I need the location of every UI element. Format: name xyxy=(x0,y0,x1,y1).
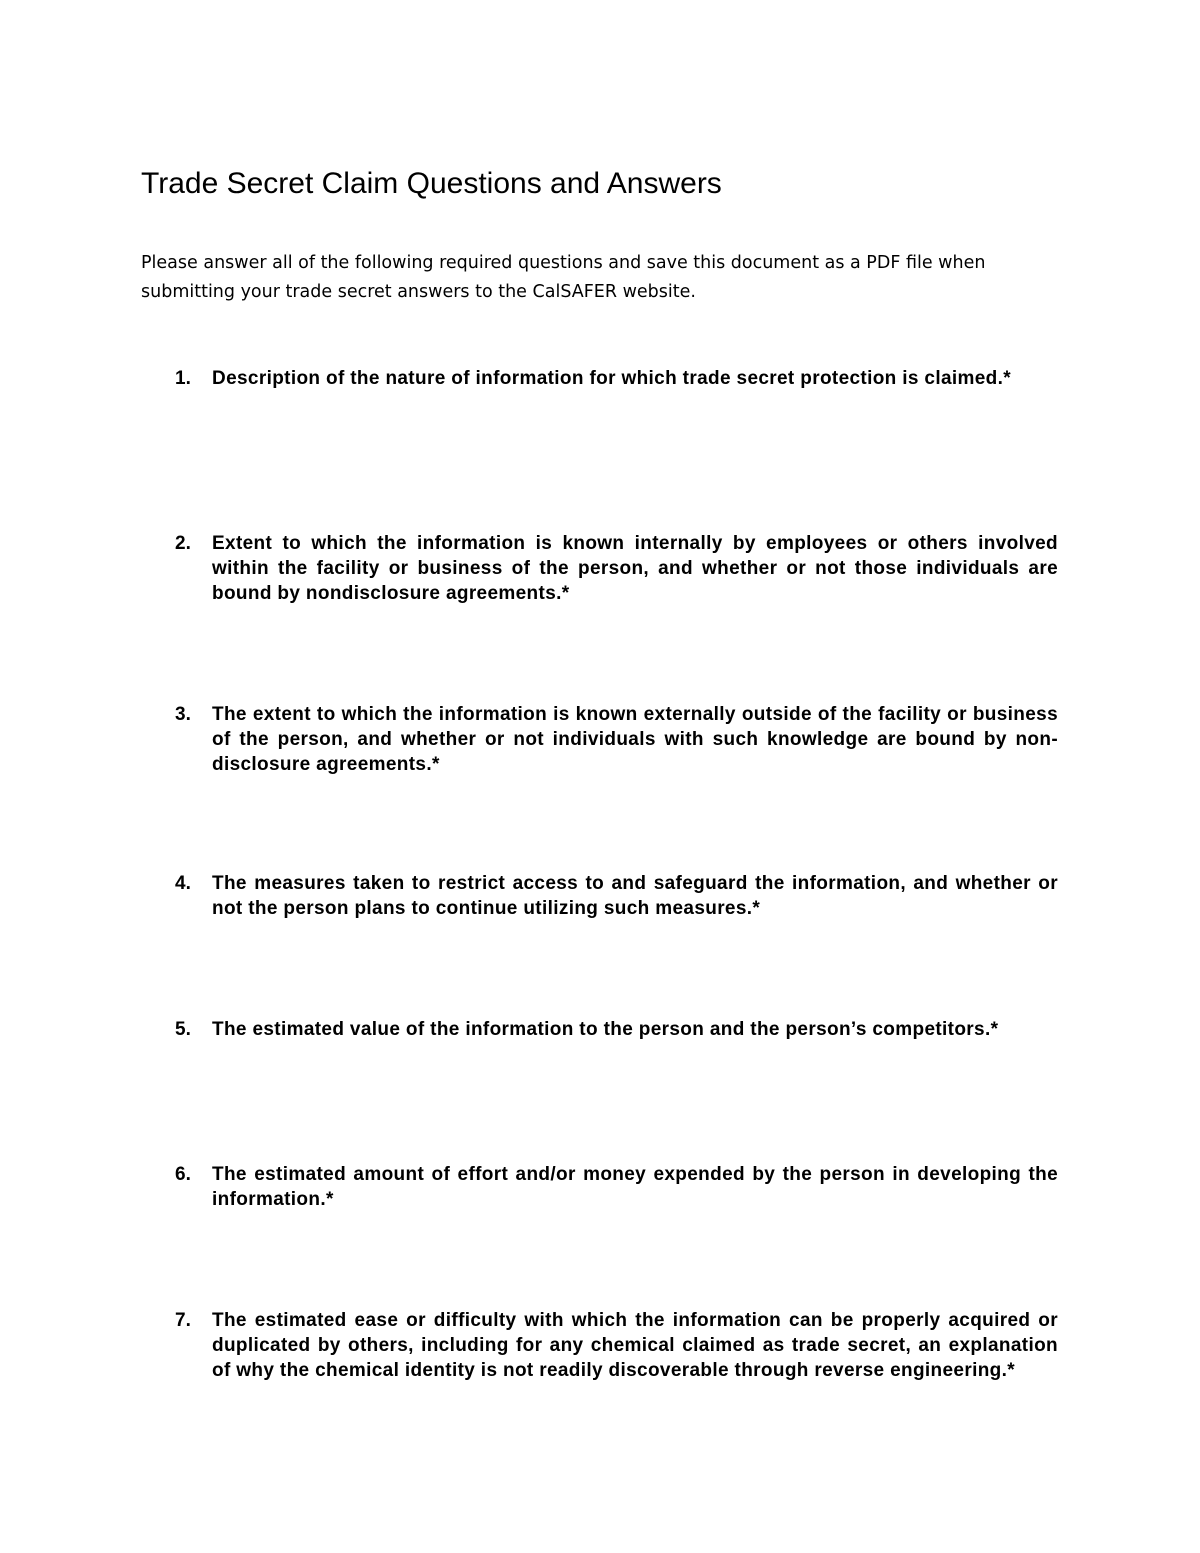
question-item-4 xyxy=(141,871,1058,921)
question-number: 6. xyxy=(175,1164,191,1185)
question-item-5 xyxy=(141,1017,1058,1042)
question-number: 5. xyxy=(175,1019,191,1040)
question-text: The estimated value of the information to the person and the person’s competitors.* xyxy=(212,1019,999,1040)
question-item-2 xyxy=(141,531,1058,606)
question-item-6 xyxy=(141,1162,1058,1212)
question-item-1 xyxy=(141,366,1058,391)
instructions-line-1: Please answer all of the following required questions and save this document as a PDF file when xyxy=(141,253,986,273)
question-text: Description of the nature of information for which trade secret protection is claimed.* xyxy=(212,368,1012,389)
question-number: 3. xyxy=(175,704,191,725)
question-number: 4. xyxy=(175,873,191,894)
instructions-paragraph xyxy=(141,249,1041,307)
question-number: 7. xyxy=(175,1310,191,1331)
question-text: Extent to which the information is known internally by employees or others involved within the facility or business of the person, and whether or not those individuals are bound by nondisclosure agreements.* xyxy=(212,533,1058,604)
document-title: Trade Secret Claim Questions and Answers xyxy=(141,167,722,200)
question-text: The estimated ease or difficulty with which the information can be properly acquired or duplicated by others, including for any chemical claimed as trade secret, an explanation of why the chemical identity is not readily discoverable through reverse engineering.* xyxy=(212,1310,1058,1381)
question-number: 1. xyxy=(175,368,191,389)
question-text: The measures taken to restrict access to and safeguard the information, and whether or not the person plans to continue utilizing such measures.* xyxy=(212,873,1058,919)
question-text: The estimated amount of effort and/or money expended by the person in developing the information.* xyxy=(212,1164,1058,1210)
question-number: 2. xyxy=(175,533,191,554)
instructions-line-2: submitting your trade secret answers to the CalSAFER website. xyxy=(141,282,696,302)
question-item-3 xyxy=(141,702,1058,777)
question-item-7 xyxy=(141,1308,1058,1383)
question-text: The extent to which the information is known externally outside of the facility or business of the person, and whether or not individuals with such knowledge are bound by non-disclosure agreements.* xyxy=(212,704,1058,775)
